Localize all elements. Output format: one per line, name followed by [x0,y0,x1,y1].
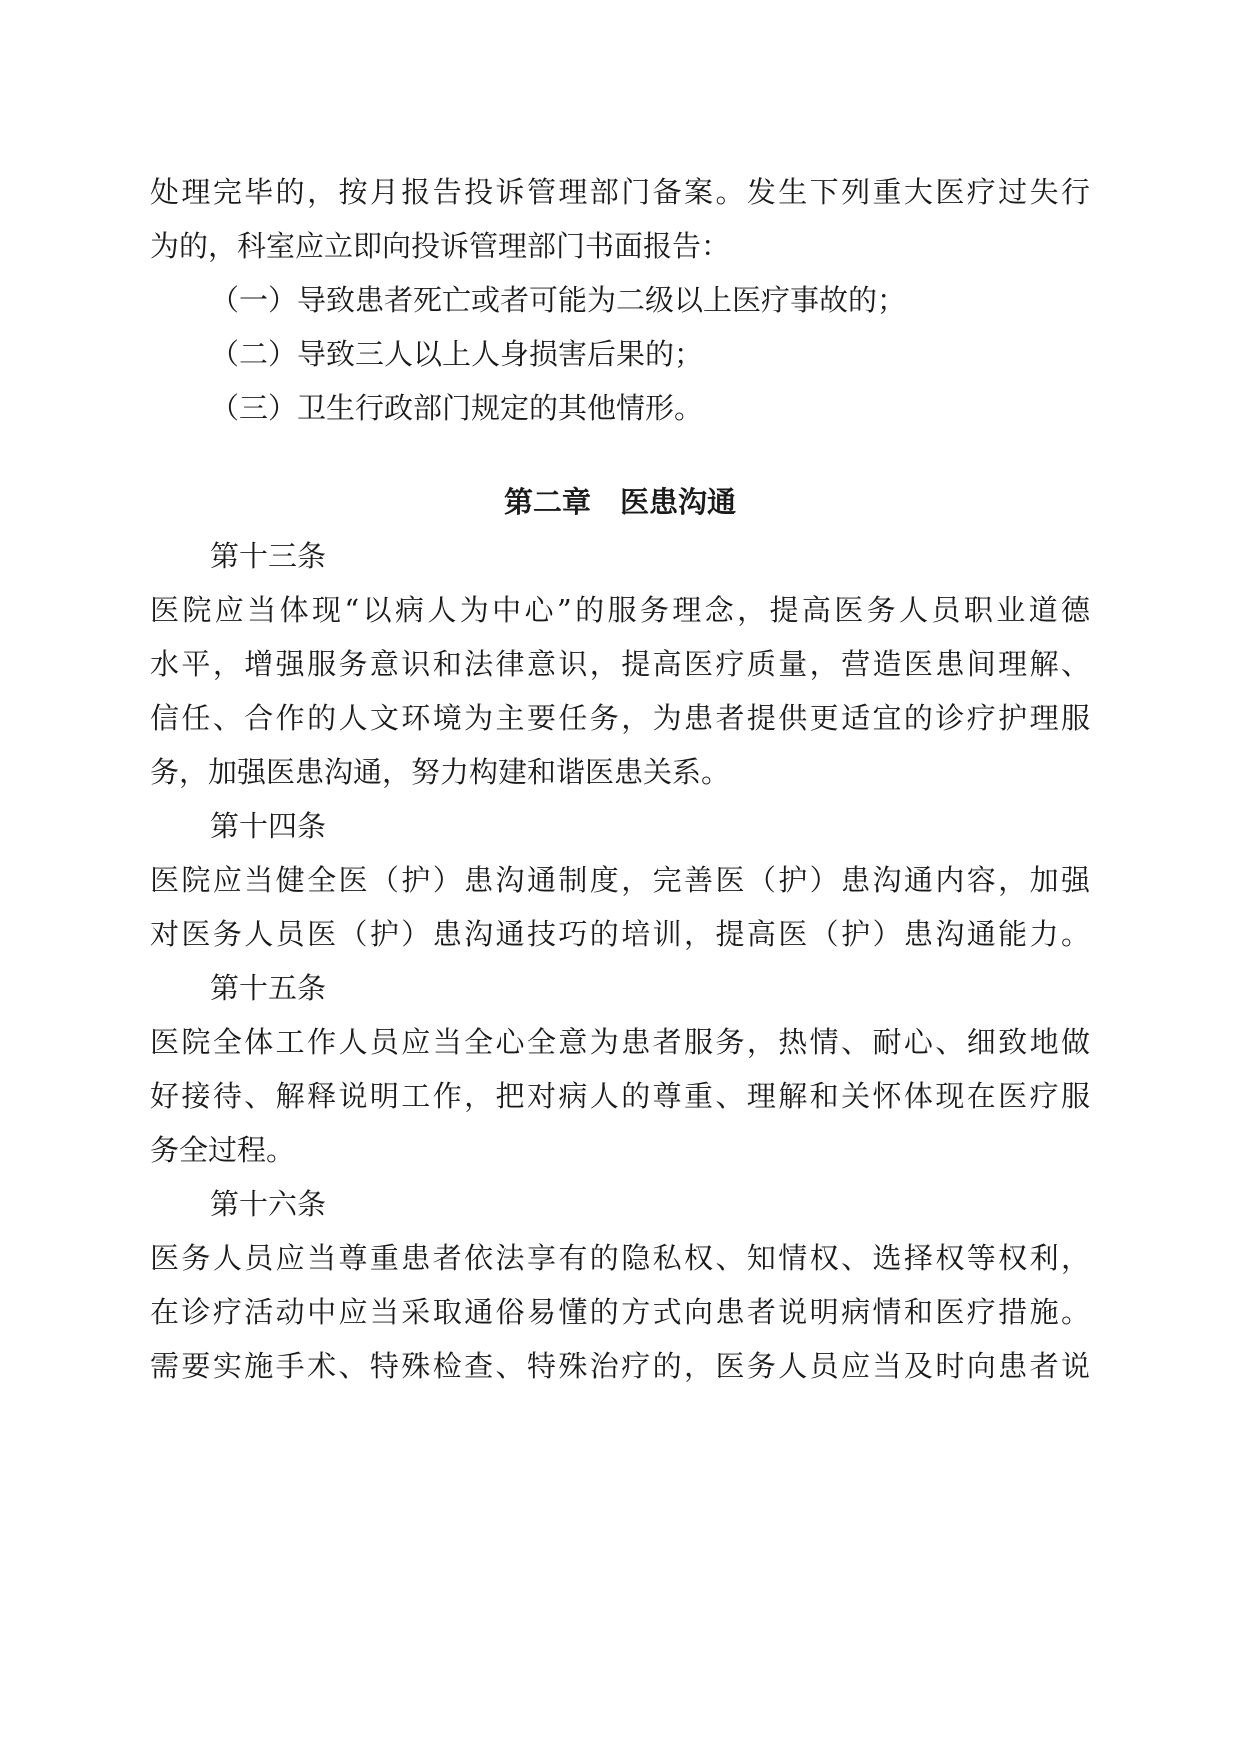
body-text-line: 务，加强医患沟通，努力构建和谐医患关系。 [150,755,731,789]
body-text-line: 医院应当体现“以病人为中心”的服务理念，提高医务人员职业道德 [150,593,1090,627]
body-text-line: 对医务人员医（护）患沟通技巧的培训，提高医（护）患沟通能力。 [150,917,1090,951]
article-label: 第十四条 [210,809,327,843]
chapter-title: 第二章 医患沟通 [503,485,736,519]
body-text-line: 信任、合作的人文环境为主要任务，为患者提供更适宜的诊疗护理服 [150,701,1090,735]
body-text-line: 好接待、解释说明工作，把对病人的尊重、理解和关怀体现在医疗服 [150,1079,1090,1113]
article-label: 第十五条 [210,971,327,1005]
body-text-line: 需要实施手术、特殊检查、特殊治疗的，医务人员应当及时向患者说 [150,1349,1090,1383]
list-item: （三）卫生行政部门规定的其他情形。 [210,391,704,425]
body-text-line: 水平，增强服务意识和法律意识，提高医疗质量，营造医患间理解、 [150,647,1090,681]
body-text-line: 为的，科室应立即向投诉管理部门书面报告： [150,229,731,263]
body-text-line: 务全过程。 [150,1133,296,1167]
body-text-line: 医院全体工作人员应当全心全意为患者服务，热情、耐心、细致地做 [150,1025,1090,1059]
list-item: （一）导致患者死亡或者可能为二级以上医疗事故的； [210,283,907,317]
list-item: （二）导致三人以上人身损害后果的； [210,337,704,371]
body-text-line: 在诊疗活动中应当采取通俗易懂的方式向患者说明病情和医疗措施。 [150,1295,1090,1329]
article-label: 第十三条 [210,539,327,573]
article-label: 第十六条 [210,1187,327,1221]
body-text-line: 医务人员应当尊重患者依法享有的隐私权、知情权、选择权等权利， [150,1241,1090,1275]
body-text-line: 处理完毕的，按月报告投诉管理部门备案。发生下列重大医疗过失行 [150,175,1090,209]
body-text-line: 医院应当健全医（护）患沟通制度，完善医（护）患沟通内容，加强 [150,863,1090,897]
